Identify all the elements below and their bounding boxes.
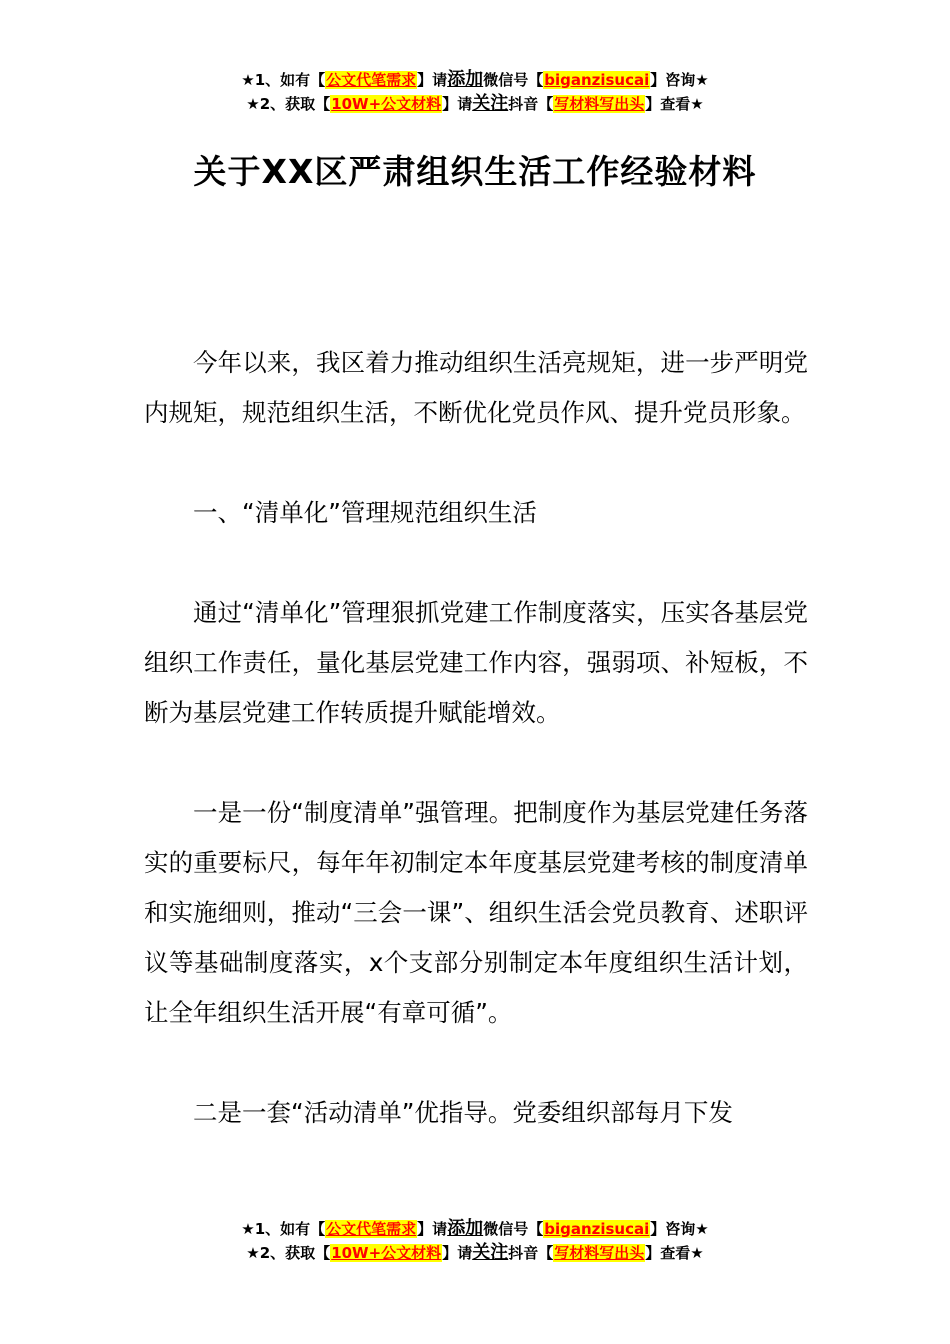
footer-banner (0, 1217, 950, 1265)
paragraph: 通过“清单化”管理狠抓党建工作制度落实，压实各基层党组织工作责任，量化基层党建工作内容，强弱项、补短板，不断为基层党建工作转质提升赋能增效。 (144, 598, 808, 727)
document-body (144, 338, 808, 1188)
paragraph: 二是一套“活动清单”优指导。党委组织部每月下发 (193, 1098, 733, 1127)
banner-line-1: ★1、如有【公文代笔需求】请添加微信号【biganzisucai】咨询★ (241, 69, 709, 90)
ghostwriting-highlight: 公文代笔需求 (326, 71, 417, 89)
douyin-id-highlight: 写材料写出头 (554, 95, 645, 113)
document-title: 关于XX区严肃组织生活工作经验材料 (193, 152, 757, 191)
banner-line-1: ★1、如有【公文代笔需求】请添加微信号【biganzisucai】咨询★ (241, 1218, 709, 1239)
ghostwriting-highlight: 公文代笔需求 (326, 1220, 417, 1238)
douyin-id-highlight: 写材料写出头 (554, 1244, 645, 1262)
paragraph: 一是一份“制度清单”强管理。把制度作为基层党建任务落实的重要标尺，每年年初制定本年度基层党建考核的制度清单和实施细则，推动“三会一课”、组织生活会党员教育、述职评议等基础制度落实，x个支部分别制定本年度组织生活计划，让全年组织生活开展“有章可循”。 (144, 798, 808, 1027)
banner-line-2: ★2、获取【10W+公文材料】请关注抖音【写材料写出头】查看★ (246, 1242, 704, 1263)
materials-highlight: 10W+公文材料 (331, 1244, 442, 1262)
materials-highlight: 10W+公文材料 (331, 95, 442, 113)
wechat-id-highlight: biganzisucai (544, 1220, 650, 1238)
paragraph-intro: 今年以来，我区着力推动组织生活亮规矩，进一步严明党内规矩，规范组织生活，不断优化党员作风、提升党员形象。 (144, 348, 808, 427)
wechat-id-highlight: biganzisucai (544, 71, 650, 89)
header-banner (0, 68, 950, 116)
section-heading: 一、“清单化”管理规范组织生活 (193, 498, 537, 527)
banner-line-2: ★2、获取【10W+公文材料】请关注抖音【写材料写出头】查看★ (246, 93, 704, 114)
